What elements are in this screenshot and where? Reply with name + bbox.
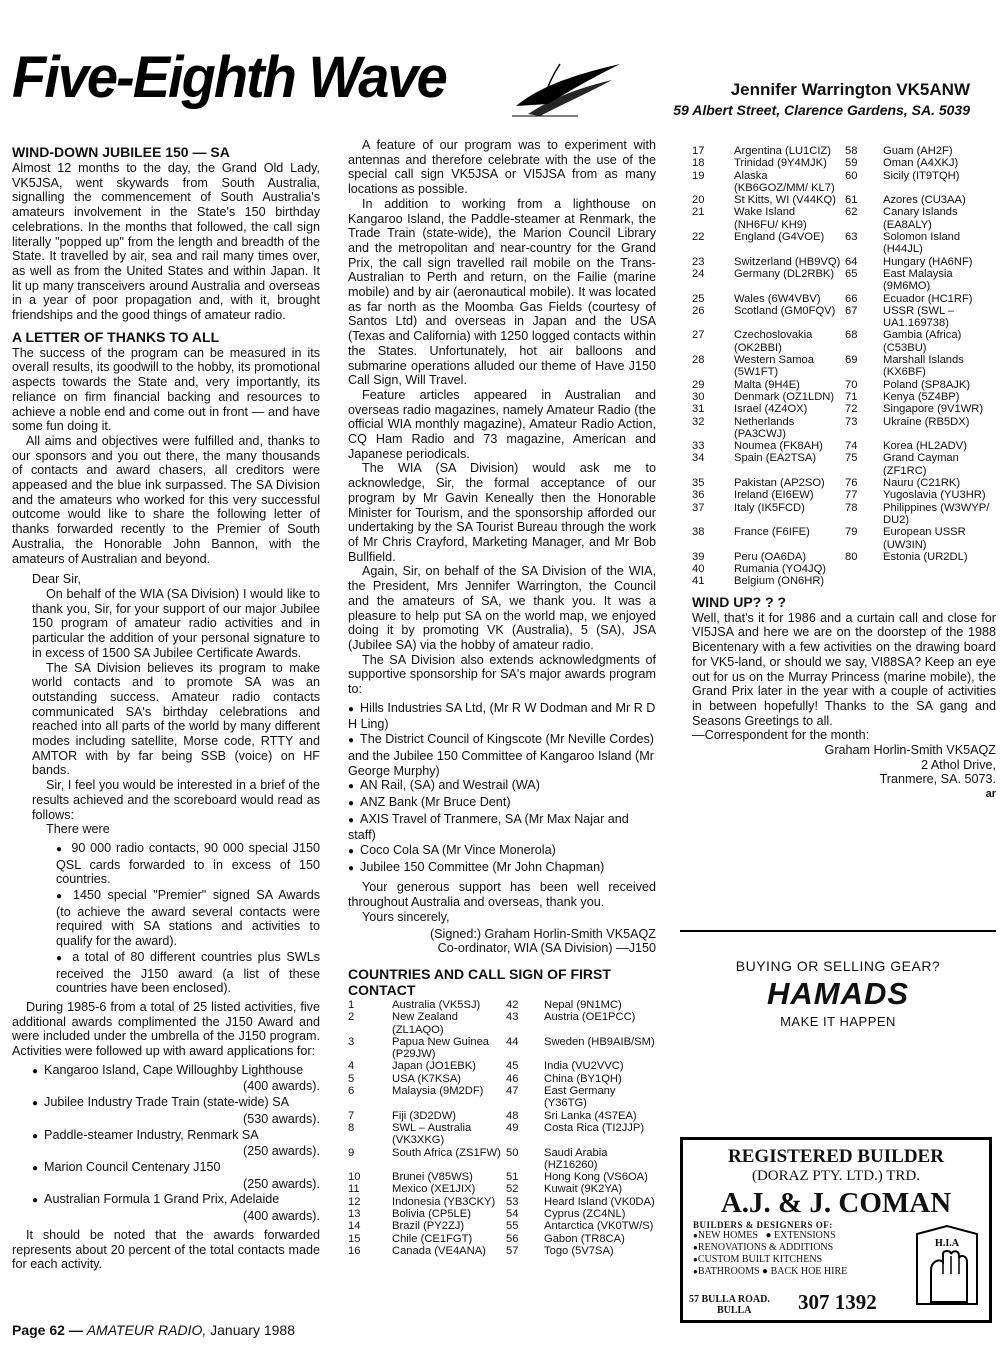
paragraph: On behalf of the WIA (SA Division) I would like to thank you, Sir, for your support of our major Jubilee 150 program of amateur radio activities and in particular the addition of your personal signature to in excess of 1500 SA Jubilee Certificate Awards. — [32, 586, 320, 660]
builder-name: A.J. & J. COMAN — [720, 1187, 952, 1219]
country-number: 79 — [845, 526, 858, 539]
country-number: 36 — [692, 489, 705, 502]
country-callsign: Philippines (W3WYP/ DU2) — [883, 501, 990, 526]
country-callsign: Marshall Islands (KX6BF) — [883, 354, 964, 379]
paragraph: A feature of our program was to experiment with antennas and therefore celebrate with the use of the special call sign VK5JSA or VI5JSA from as many locations as possible. — [348, 138, 656, 197]
country-callsign: East Germany (Y36TG) — [544, 1085, 616, 1110]
country-number: 34 — [692, 452, 705, 465]
country-callsign: Guam (AH2F) — [883, 145, 953, 157]
country-number: 27 — [692, 329, 705, 342]
table-row — [348, 1233, 656, 1245]
countries-table-1 — [348, 999, 656, 1257]
country-number: 67 — [845, 304, 858, 317]
country-callsign: Gabon (TR8CA) — [544, 1232, 625, 1245]
list-item: ● AN Rail, (SA) and Westrail (WA) — [348, 778, 656, 795]
country-callsign: Nauru (C21RK) — [883, 477, 961, 490]
country-number: 50 — [506, 1146, 519, 1159]
list-item: ● ANZ Bank (Mr Bruce Dent) — [348, 795, 656, 812]
country-callsign: Israel (4Z4OX) — [734, 403, 808, 416]
issue-date: January 1988 — [210, 1322, 295, 1338]
country-number: 43 — [506, 1011, 519, 1024]
country-callsign: Pakistan (AP2SO) — [734, 477, 825, 490]
correspondent-label: —Correspondent for the month: — [692, 728, 870, 743]
country-callsign: Sri Lanka (4S7EA) — [544, 1109, 637, 1122]
correspondent-signoff — [692, 743, 996, 787]
table-row — [348, 1245, 656, 1257]
country-callsign: Estonia (UR2DL) — [883, 550, 968, 563]
list-item: ● CUSTOM BUILT KITCHENS — [693, 1254, 989, 1266]
country-callsign: Ukraine (RB5DX) — [883, 415, 970, 428]
country-callsign: China (BY1QH) — [544, 1072, 622, 1085]
table-row — [348, 1220, 656, 1232]
country-number: 73 — [845, 415, 858, 428]
list-item — [32, 1128, 320, 1159]
table-row — [692, 354, 996, 379]
country-number: 33 — [692, 440, 705, 453]
list-item: ● 90 000 radio contacts, 90 000 special J150 QSL cards forwarded to in excess of 150 countries. — [56, 841, 320, 887]
country-callsign: Denmark (OZ1LDN) — [734, 390, 835, 403]
country-callsign: Australia (VK5SJ) — [392, 998, 481, 1011]
paragraph: The SA Division also extends acknowledgments of supportive sponsorship for SA's major awards program to: — [348, 652, 656, 697]
country-number: 71 — [845, 390, 858, 403]
table-row — [692, 329, 996, 354]
countries-table-2 — [692, 145, 996, 588]
country-number: 54 — [506, 1208, 519, 1221]
country-callsign: Sicily (IT9TQH) — [883, 169, 960, 182]
country-number: 52 — [506, 1183, 519, 1196]
country-callsign — [883, 575, 996, 587]
table-row — [348, 1110, 656, 1122]
award-count: (530 awards). — [243, 1111, 320, 1126]
awards-list — [32, 1063, 320, 1224]
country-number: 57 — [506, 1244, 519, 1257]
country-number: 68 — [845, 329, 858, 342]
paragraph: Almost 12 months to the day, the Grand Old Lady, VK5JSA, went skywards from South Australia, signalling the commencement of South Australia's amateurs involvement in the State's 150 birthday celebrations. In the months that followed, the call sign literally "popped up" from the length and breadth of the State. It travelled by air, sea and rail many times over, as well as from the United States and within Japan. It lit up many transceivers around Australia and overseas in a year of poor propagation and, with it, brought friendships and the good things of amateur radio. — [12, 161, 320, 323]
country-callsign: Canary Islands (EA8ALY) — [883, 206, 958, 231]
paragraph: There were — [46, 822, 110, 837]
table-row — [692, 416, 996, 441]
country-number: 29 — [692, 378, 705, 391]
country-number: 38 — [692, 526, 705, 539]
country-callsign: Ecuador (HC1RF) — [883, 292, 973, 305]
country-number: 77 — [845, 489, 858, 502]
country-number: 24 — [692, 267, 705, 280]
country-number: 69 — [845, 354, 858, 367]
country-number: 42 — [506, 998, 519, 1011]
table-row — [692, 502, 996, 527]
country-number: 11 — [348, 1183, 360, 1196]
end-mark: ar — [985, 788, 996, 801]
award-name: Paddle-steamer Industry, Renmark SA — [44, 1127, 259, 1142]
country-number: 13 — [348, 1208, 361, 1221]
masthead-title: Five-Eighth Wave — [12, 43, 446, 110]
country-callsign: Indonesia (YB3CKY) — [392, 1195, 496, 1208]
country-number: 18 — [692, 157, 705, 170]
list-item: ● a total of 80 different countries plus SWLs received the J150 award (a list of these countries have been enclosed). — [56, 950, 320, 996]
country-number: 45 — [506, 1060, 519, 1073]
letter-block — [32, 572, 320, 996]
country-number: 9 — [348, 1146, 355, 1159]
country-number: 51 — [506, 1171, 519, 1184]
country-callsign: USA (K7KSA) — [392, 1072, 462, 1085]
table-row — [692, 477, 996, 489]
table-row — [692, 206, 996, 231]
award-name: Australian Formula 1 Grand Prix, Adelaide — [44, 1192, 280, 1207]
heading-wind-down: WIND-DOWN JUBILEE 150 — SA — [12, 144, 230, 160]
author-name: Jennifer Warrington VK5ANW — [730, 80, 970, 99]
table-row — [692, 293, 996, 305]
country-callsign: Bolivia (CP5LE) — [392, 1208, 471, 1221]
builder-company: (DORAZ PTY. LTD.) TRD. — [751, 1168, 921, 1184]
country-callsign: Papua New Guinea (P29JW) — [392, 1035, 490, 1061]
hamads-question: BUYING OR SELLING GEAR? — [735, 958, 941, 974]
results-list — [56, 841, 320, 996]
country-callsign: Poland (SP8AJK) — [883, 378, 971, 391]
table-row — [692, 489, 996, 501]
table-row — [692, 575, 996, 587]
table-row — [348, 1122, 656, 1147]
table-row — [348, 999, 656, 1011]
paragraph: During 1985-6 from a total of 25 listed activities, five additional awards complimented the J150 Award and were included under the umbrella of the J150 program. Activities were followed up with award applications for: — [12, 999, 320, 1059]
country-number: 10 — [348, 1171, 361, 1184]
list-item: ● AXIS Travel of Tranmere, SA (Mr Max Najar and staff) — [348, 812, 656, 843]
country-number: 40 — [692, 563, 705, 576]
country-number: 53 — [506, 1195, 519, 1208]
letter-closing: Yours sincerely, — [362, 909, 450, 924]
country-number: 70 — [845, 378, 858, 391]
country-callsign: Mexico (XE1JIX) — [392, 1183, 476, 1196]
country-callsign: Netherlands (PA3CWJ) — [734, 415, 795, 440]
page-header — [0, 0, 1000, 145]
sponsors-list — [348, 701, 656, 877]
country-callsign: Trinidad (9Y4MJK) — [734, 157, 827, 170]
country-number: 19 — [692, 169, 705, 182]
country-number: 2 — [348, 1011, 355, 1024]
hia-fist-icon — [913, 1224, 981, 1306]
country-number: 39 — [692, 550, 705, 563]
country-number: 15 — [348, 1232, 361, 1245]
award-count: (400 awards). — [243, 1209, 320, 1224]
table-row — [348, 1208, 656, 1220]
country-callsign — [883, 563, 996, 575]
hamads-tagline: MAKE IT HAPPEN — [780, 1014, 896, 1029]
list-item: ● NEW HOMES ● EXTENSIONS — [693, 1230, 989, 1242]
country-number: 6 — [348, 1085, 355, 1098]
country-callsign: Canada (VE4ANA) — [392, 1244, 486, 1257]
country-number: 60 — [845, 169, 858, 182]
country-number: 17 — [692, 145, 705, 157]
country-number: 61 — [845, 194, 858, 207]
country-callsign: Brunei (V85WS) — [392, 1171, 473, 1184]
country-callsign: Peru (OA6DA) — [734, 550, 807, 563]
table-row — [692, 379, 996, 391]
table-row — [692, 526, 996, 551]
builder-heading: REGISTERED BUILDER — [728, 1146, 944, 1167]
country-number: 37 — [692, 501, 705, 514]
paragraph: It should be noted that the awards forwarded represents about 20 percent of the total contacts made for each activity. — [12, 1227, 320, 1272]
country-callsign: India (VU2VVC) — [544, 1060, 624, 1073]
country-callsign: Brazil (PY2ZJ) — [392, 1220, 465, 1233]
country-callsign: Scotland (GM0FQV) — [734, 304, 836, 317]
table-row — [692, 452, 996, 477]
table-row — [692, 157, 996, 169]
list-item — [32, 1192, 320, 1223]
country-number: 16 — [348, 1244, 361, 1257]
table-row — [348, 1085, 656, 1110]
heading-wind-up: WIND UP? ? ? — [692, 593, 787, 610]
award-name: Jubilee Industry Trade Train (state-wide) SA — [44, 1095, 290, 1110]
country-number: 48 — [506, 1109, 519, 1122]
correspondent-town: Tranmere, SA. 5073. — [879, 772, 996, 787]
column-2 — [348, 138, 656, 1257]
country-number: 12 — [348, 1195, 361, 1208]
list-item: ● Jubilee 150 Committee (Mr John Chapman) — [348, 860, 656, 877]
country-number: 55 — [506, 1220, 519, 1233]
list-item — [32, 1095, 320, 1126]
country-number: 76 — [845, 477, 858, 490]
table-row — [692, 194, 996, 206]
country-callsign: Oman (A4XKJ) — [883, 157, 959, 170]
country-callsign: Czechoslovakia (OK2BBI) — [734, 329, 813, 354]
page-number: Page 62 — — [12, 1322, 83, 1338]
country-callsign: USSR (SWL – UA1.169738) — [883, 304, 955, 330]
paragraph: The success of the program can be measured in its overall results, its goodwill to the hobby, its promotional aspects towards the State and, very importantly, its reliance on firm financial backing and resources to achieve a noble end and come out in front — and have some fun doing it. — [12, 345, 320, 434]
country-callsign: Nepal (9N1MC) — [544, 998, 622, 1011]
builder-address: 57 BULLA ROAD. BULLA — [689, 1294, 770, 1316]
country-callsign: Kuwait (9K2YA) — [544, 1183, 623, 1196]
country-callsign: Argentina (LU1CIZ) — [734, 145, 831, 157]
list-item — [32, 1160, 320, 1191]
country-callsign: Korea (HL2ADV) — [883, 440, 967, 453]
table-row — [692, 403, 996, 415]
country-callsign: Cyprus (ZC4NL) — [544, 1208, 626, 1221]
country-callsign: Noumea (FK8AH) — [734, 440, 823, 453]
table-row — [692, 391, 996, 403]
country-number: 63 — [845, 231, 858, 244]
country-number: 20 — [692, 194, 705, 207]
paragraph: Well, that's it for 1986 and a curtain call and close for VI5JSA and here we are on the doorstep of the 1988 Bicentenary with a few activities on the drawing board for VK5-land, or should we say, VI88SA? Keep an eye out for us on the Murray Princess (marine mobile), the Grand Prix later in the year with a couple of activities in between hopefully! Thanks to the SA gang and Seasons Greetings to all. — [692, 610, 996, 728]
country-callsign: Wales (6W4VBV) — [734, 292, 821, 305]
table-row — [692, 170, 996, 195]
country-callsign: East Malaysia (9M6MO) — [883, 267, 953, 293]
country-number: 23 — [692, 255, 705, 268]
table-row — [692, 563, 996, 575]
country-number: 28 — [692, 354, 705, 367]
table-row — [348, 1147, 656, 1172]
country-number: 44 — [506, 1035, 519, 1048]
award-count: (250 awards). — [243, 1144, 320, 1159]
country-callsign: SWL – Australia (VK3XKG) — [392, 1121, 472, 1147]
correspondent-street: 2 Athol Drive, — [921, 757, 996, 772]
country-number: 7 — [348, 1109, 355, 1122]
author-block — [673, 80, 970, 118]
column-3 — [692, 145, 996, 802]
country-callsign: Heard Island (VK0DA) — [544, 1195, 655, 1208]
country-number: 3 — [348, 1035, 355, 1048]
table-row — [348, 1183, 656, 1195]
country-number — [845, 575, 883, 587]
column-1 — [12, 138, 320, 1272]
table-row — [348, 1060, 656, 1072]
country-callsign: Fiji (3D2DW) — [392, 1109, 457, 1122]
country-callsign: Malta (9H4E) — [734, 378, 800, 391]
country-number: 62 — [845, 206, 858, 219]
hia-label: H.I.A — [935, 1238, 959, 1249]
signature-block — [348, 927, 656, 956]
list-item: ● RENOVATIONS & ADDITIONS — [693, 1242, 989, 1254]
country-callsign: Sweden (HB9AIB/SM) — [544, 1035, 655, 1048]
country-number: 8 — [348, 1121, 355, 1134]
country-callsign: Japan (JO1EBK) — [392, 1060, 476, 1073]
country-number: 25 — [692, 292, 705, 305]
country-callsign: St Kitts, WI (V44KQ) — [734, 194, 836, 207]
author-address: 59 Albert Street, Clarence Gardens, SA. 5039 — [673, 102, 970, 118]
table-row — [348, 1196, 656, 1208]
country-number: 47 — [506, 1085, 519, 1098]
country-number: 46 — [506, 1072, 519, 1085]
country-number: 41 — [692, 575, 705, 588]
country-callsign: Switzerland (HB9VQ) — [734, 255, 841, 268]
table-row — [692, 268, 996, 293]
country-callsign: Singapore (9V1WR) — [883, 403, 984, 416]
paragraph: In addition to working from a lighthouse on Kangaroo Island, the Paddle-steamer at Renmark, the Trade Train (state-wide), the Marion Council Library and the metropolitan and near-country for the Grand Prix, the call sign travelled rail mobile on the Trans-Australian to Perth and return, on the Failie (marine mobile) and by air (aeronautical mobile). It was located as far north as the Moomba Gas Fields (courtesy of Santos Ltd) and overseas in Japan and the USA (Texas and California) with 1250 logged contacts within the States. Unfortunately, hot air balloons and submarine operations alluded our theme of Have J150 Call Sign, Will Travel. — [348, 196, 656, 388]
paragraph: Your generous support has been well received throughout Australia and overseas, thank you. — [348, 880, 656, 910]
paragraph: All aims and objectives were fulfilled and, thanks to our sponsors and you out there, the many thousands of contacts and award chasers, all creditors were appeased and the blue ink surpassed. The SA Division and the amateurs who worked for this very successful outcome would like to share the following letter of thanks forwarded recently to the Premier of South Australia, the Honorable John Bannon, with the amateurs of Australian and beyond. — [12, 433, 320, 566]
country-callsign: Saudi Arabia (HZ16260) — [544, 1146, 608, 1171]
country-number: 31 — [692, 403, 705, 416]
hamads-brand: HAMADS — [766, 976, 910, 1011]
country-number: 58 — [845, 145, 858, 157]
table-row — [348, 1073, 656, 1085]
country-number: 74 — [845, 440, 858, 453]
country-callsign: Spain (EA2TSA) — [734, 452, 817, 465]
table-row — [348, 1171, 656, 1183]
list-item: ● The District Council of Kingscote (Mr Neville Cordes) and the Jubilee 150 Committee of Kangaroo Island (Mr George Murphy) — [348, 732, 656, 778]
award-name: Kangaroo Island, Cape Willoughby Lighthouse — [44, 1062, 304, 1077]
paragraph: The WIA (SA Division) would ask me to acknowledge, Sir, the formal acceptance of our program by Mr Gavin Keneally then the Honorable Minister for Tourism, and the sponsorship afforded our undertaking by the SA Tourist Bureau through the work of Mr Chris Crayford, Marketing Manager, and Mr Bob Bullfield. — [348, 461, 656, 564]
country-callsign: Azores (CU3AA) — [883, 194, 966, 207]
country-number: 5 — [348, 1072, 355, 1085]
country-callsign: Kenya (5Z4BP) — [883, 390, 960, 403]
builder-phone: 307 1392 — [798, 1290, 877, 1314]
table-row — [692, 145, 996, 157]
letter-salutation: Dear Sir, — [32, 572, 81, 587]
country-callsign: New Zealand (ZL1AQO) — [392, 1011, 458, 1036]
country-number: 22 — [692, 231, 705, 244]
country-callsign: Togo (5V7SA) — [544, 1244, 614, 1257]
country-number: 75 — [845, 452, 858, 465]
country-number: 56 — [506, 1232, 519, 1245]
signed-title: Co-ordinator, WIA (SA Division) —J150 — [437, 941, 656, 956]
country-number: 49 — [506, 1121, 519, 1134]
paragraph: Feature articles appeared in Australian and overseas radio magazines, namely Amateur Radio (the official WIA monthly magazine), Amateur Radio Action, CQ Ham Radio and 73 magazine, American and Japanese periodicals. — [348, 387, 656, 461]
country-number: 26 — [692, 304, 705, 317]
country-number: 66 — [845, 292, 858, 305]
country-callsign: Yugoslavia (YU3HR) — [883, 489, 986, 502]
table-row — [348, 1011, 656, 1036]
paragraph: Sir, I feel you would be interested in a brief of the results achieved and the scoreboard would read as follows: — [32, 778, 320, 822]
country-callsign: Hungary (HA6NF) — [883, 255, 973, 268]
builder-services-title: BUILDERS & DESIGNERS OF: — [693, 1220, 833, 1230]
country-callsign: Solomon Island (H44JL) — [883, 231, 961, 256]
country-callsign: Malaysia (9M2DF) — [392, 1085, 484, 1098]
country-number: 65 — [845, 267, 858, 280]
table-row — [692, 551, 996, 563]
country-number: 32 — [692, 415, 705, 428]
table-row — [692, 231, 996, 256]
paragraph: The SA Division believes its program to make world contacts and to promote SA was an outstanding success. Amateur radio contacts communicated SA's birthday celebrations and reached into all parts of the world by many different modes including satellite, Morse code, RTTY and AMTOR with by far being SSB (voice) on HF bands. — [32, 660, 320, 778]
wave-logo-icon — [508, 58, 628, 120]
country-number: 80 — [845, 550, 858, 563]
award-name: Marion Council Centenary J150 — [44, 1160, 221, 1174]
country-callsign: Germany (DL2RBK) — [734, 267, 835, 280]
country-callsign: Italy (IK5FCD) — [734, 501, 805, 514]
table-row — [692, 440, 996, 452]
country-callsign: Gambia (Africa) (C53BU) — [883, 329, 962, 354]
award-count: (250 awards). — [243, 1176, 320, 1191]
country-number: 64 — [845, 255, 858, 268]
country-callsign: France (F6IFE) — [734, 526, 810, 539]
country-number: 59 — [845, 157, 858, 170]
table-row — [692, 305, 996, 330]
list-item: ● BATHROOMS ● BACK HOE HIRE — [693, 1266, 989, 1278]
publication-name: AMATEUR RADIO, — [86, 1322, 207, 1338]
country-number: 78 — [845, 501, 858, 514]
country-callsign: Western Samoa (5W1FT) — [734, 354, 815, 379]
country-number — [845, 563, 883, 575]
paragraph: Again, Sir, on behalf of the SA Division of the WIA, the President, Mrs Jennifer Warrington, the Council and the amateurs of SA, we thank you. It was a pleasure to help put SA on the world map, we enjoyed doing it by promoting VK (Australia), 5 (SA), JSA (Jubilee SA) via the hobby of amateur radio. — [348, 564, 656, 652]
list-item: ● 1450 special "Premier" signed SA Awards (to achieve the award several contacts were required with SA stations and activities to qualify for the award). — [56, 888, 320, 949]
country-callsign: European USSR (UW3IN) — [883, 526, 966, 551]
heading-countries: COUNTRIES AND CALL SIGN OF FIRST CONTACT — [348, 965, 611, 998]
country-number: 35 — [692, 477, 705, 490]
country-callsign: Wake Island (NH6FU/ KH9) — [734, 206, 807, 231]
country-callsign: Hong Kong (VS6OA) — [544, 1171, 648, 1184]
country-callsign: Costa Rica (TI2JJP) — [544, 1121, 645, 1134]
list-item: ● Hills Industries SA Ltd, (Mr R W Dodman and Mr R D H Ling) — [348, 701, 656, 732]
country-callsign: Austria (OE1PCC) — [544, 1011, 636, 1024]
page-footer — [12, 1322, 295, 1338]
country-callsign: Chile (CE1FGT) — [392, 1232, 473, 1245]
country-number: 4 — [348, 1060, 355, 1073]
country-number: 21 — [692, 206, 705, 219]
country-callsign: South Africa (ZS1FW) — [392, 1146, 501, 1159]
table-row — [348, 1036, 656, 1061]
country-number: 72 — [845, 403, 858, 416]
country-callsign: Belgium (ON6HR) — [734, 575, 825, 588]
correspondent-name: Graham Horlin-Smith VK5AQZ — [824, 743, 996, 758]
award-count: (400 awards). — [243, 1079, 320, 1094]
hamads-advert — [680, 930, 996, 1047]
heading-letter-of-thanks: A LETTER OF THANKS TO ALL — [12, 328, 220, 345]
country-callsign: Alaska (KB6GOZ/MM/ KL7) — [734, 169, 835, 194]
signed-line: (Signed:) Graham Horlin-Smith VK5AQZ — [429, 926, 656, 941]
country-callsign: England (G4VOE) — [734, 231, 825, 244]
table-row — [692, 256, 996, 268]
country-number: 1 — [348, 998, 355, 1011]
country-number: 30 — [692, 390, 705, 403]
country-callsign: Antarctica (VK0TW/S) — [544, 1220, 654, 1233]
country-callsign: Rumania (YO4JQ) — [734, 563, 827, 576]
country-callsign: Grand Cayman (ZF1RC) — [883, 452, 959, 477]
builder-advert — [680, 1137, 992, 1323]
list-item — [32, 1063, 320, 1094]
country-callsign: Ireland (EI6EW) — [734, 489, 814, 502]
list-item: ● Coco Cola SA (Mr Vince Monerola) — [348, 843, 656, 860]
country-number: 14 — [348, 1220, 361, 1233]
